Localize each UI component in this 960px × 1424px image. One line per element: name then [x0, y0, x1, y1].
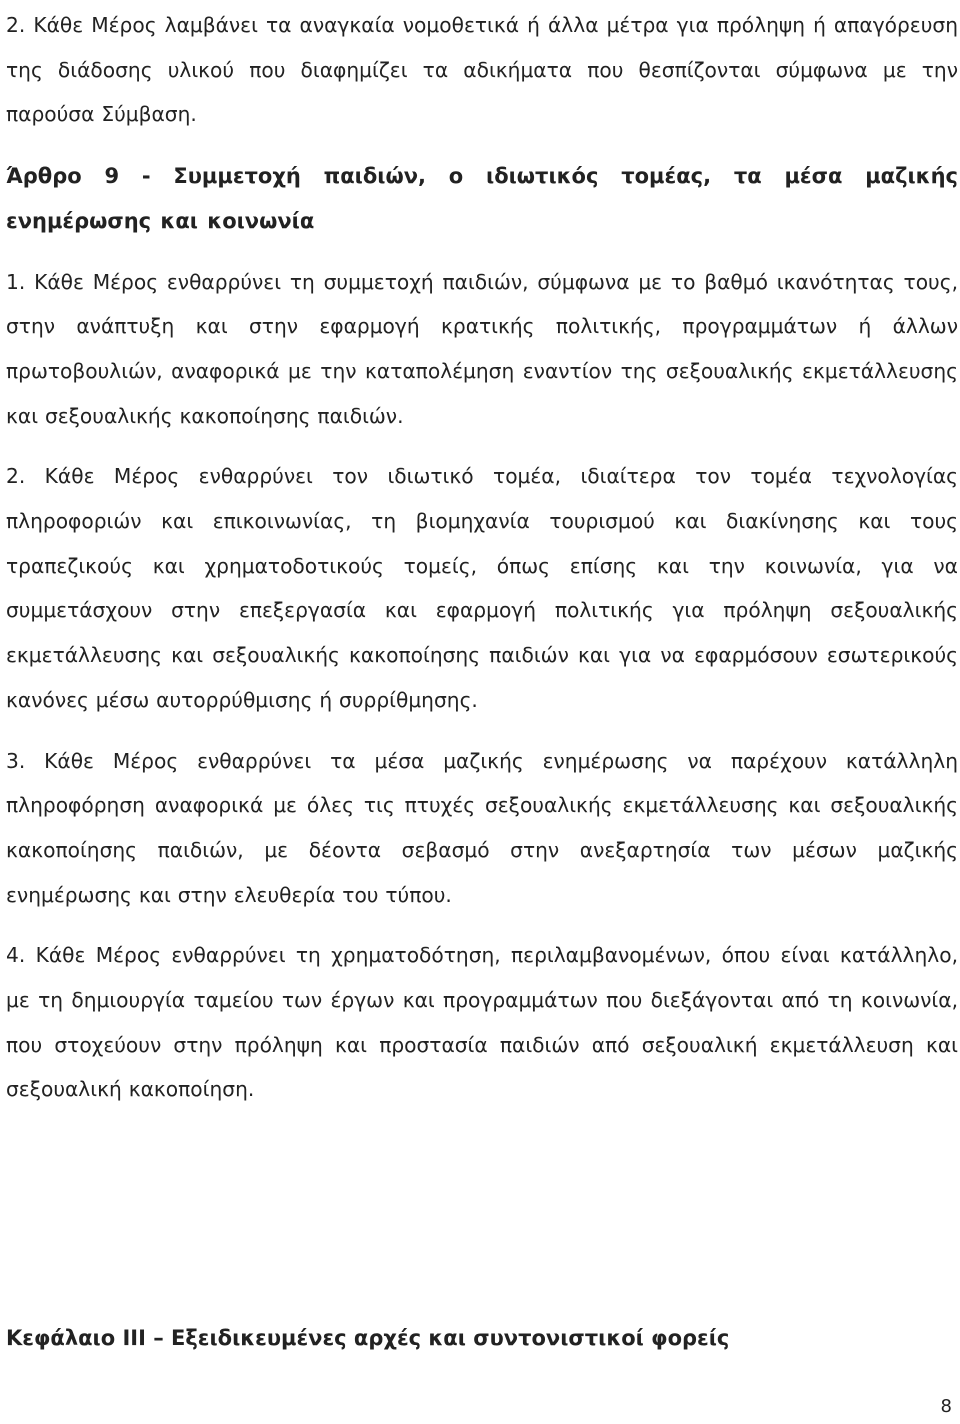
article-9-heading: Άρθρο 9 - Συμμετοχή παιδιών, ο ιδιωτικός τομέας, τα μέσα μαζικής ενημέρωσης και κοινωνία [6, 164, 958, 233]
page-number: 8 [940, 1396, 952, 1417]
article-9-paragraph-2: 2. Κάθε Μέρος ενθαρρύνει τον ιδιωτικό τομέα, ιδιαίτερα τον τομέα τεχνολογίας πληροφοριών και επικοινωνίας, τη βιομηχανία τουρισμού και διακίνησης και τους τραπεζικούς και χρηματοδοτικούς τομείς, όπως επίσης και την κοινωνία, για να συμμετάσχουν στην επεξεργασία και εφαρμογή πολιτικής για πρόληψη σεξουαλικής εκμετάλλευσης και σεξουαλικής κακοποίησης παιδιών και για να εφαρμόσουν εσωτερικούς κανόνες μέσω αυτορρύθμισης ή συρρίθμησης. [6, 464, 958, 712]
article-9-paragraph-4: 4. Κάθε Μέρος ενθαρρύνει τη χρηματοδότηση, περιλαμβανομένων, όπου είναι κατάλληλο, με τη δημιουργία ταμείου των έργων και προγραμμάτων που διεξάγονται από τη κοινωνία, που στοχεύουν στην πρόληψη και προστασία παιδιών από σεξουαλική εκμετάλλευση και σεξουαλική κακοποίηση. [6, 943, 958, 1102]
article-9-paragraph-1: 1. Κάθε Μέρος ενθαρρύνει τη συμμετοχή παιδιών, σύμφωνα με το βαθμό ικανότητας τους, στην ανάπτυξη και στην εφαρμογή κρατικής πολιτικής, προγραμμάτων ή άλλων πρωτοβουλιών, αναφορικά με την καταπολέμηση εναντίον της σεξουαλικής εκμετάλλευσης και σεξουαλικής κακοποίησης παιδιών. [6, 269, 958, 428]
article-9-paragraph-3: 3. Κάθε Μέρος ενθαρρύνει τα μέσα μαζικής ενημέρωσης να παρέχουν κατάλληλη πληροφόρηση αναφορικά με όλες τις πτυχές σεξουαλικής εκμετάλλευσης και σεξουαλικής κακοποίησης παιδιών, με δέοντα σεβασμό στην ανεξαρτησία των μέσων μαζικής ενημέρωσης και στην ελευθερία του τύπου. [6, 748, 958, 907]
document-body [6, 3, 958, 1112]
paragraph-2-prevention-of-advertising-material: 2. Κάθε Μέρος λαμβάνει τα αναγκαία νομοθετικά ή άλλα μέτρα για πρόληψη ή απαγόρευση της διάδοσης υλικού που διαφημίζει τα αδικήματα που θεσπίζονται σύμφωνα με την παρούσα Σύμβαση. [6, 13, 958, 127]
chapter-iii-heading: Κεφάλαιο ΙΙΙ – Εξειδικευμένες αρχές και συντονιστικοί φορείς [6, 1326, 730, 1350]
